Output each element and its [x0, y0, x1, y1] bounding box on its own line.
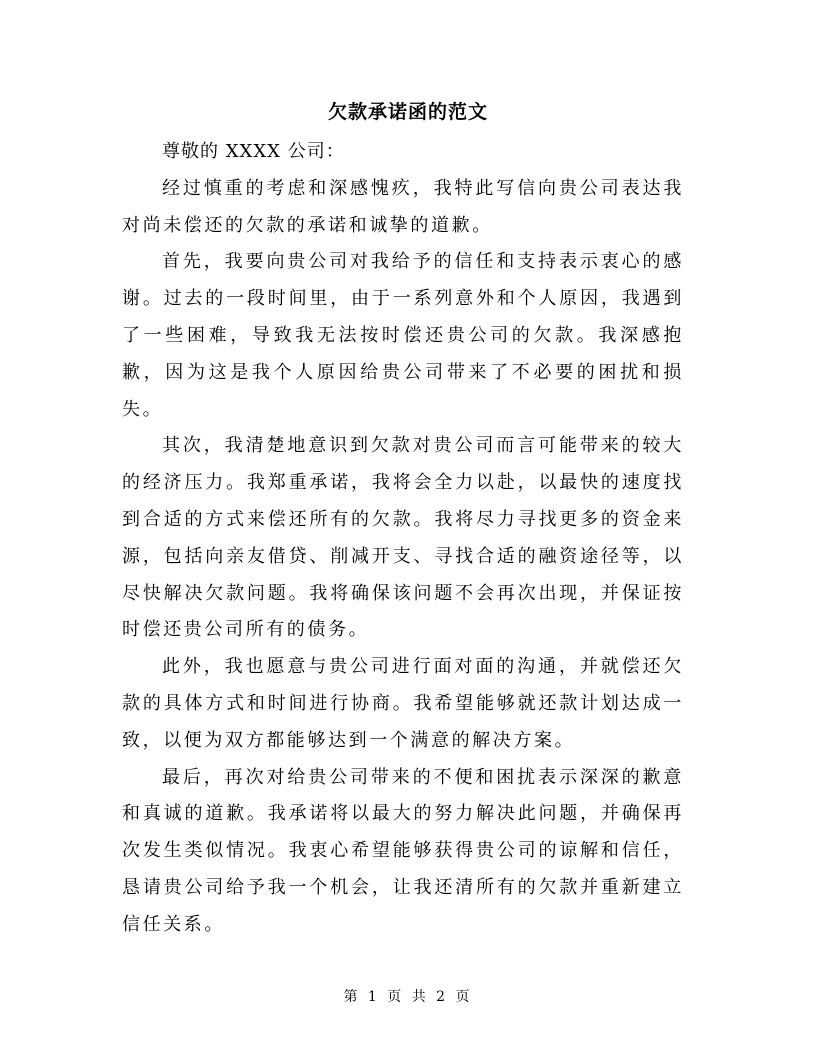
paragraph-3: 其次，我清楚地意识到欠款对贵公司而言可能带来的较大的经济压力。我郑重承诺，我将会全力以赴，以最快的速度找到合适的方式来偿还所有的欠款。我将尽力寻找更多的资金来源，包括向亲友借贷、削减开支、寻找合适的融资途径等，以尽快解决欠款问题。我将确保该问题不会再次出现，并保证按时偿还贵公司所有的债务。 [122, 435, 684, 641]
page-number-footer: 第 1 页 共 2 页 [343, 989, 473, 1005]
letter-body [122, 134, 684, 944]
paragraph-1: 经过慎重的考虑和深感愧疚，我特此写信向贵公司表达我对尚未偿还的欠款的承诺和诚挚的道歉。 [122, 177, 684, 236]
letter-greeting: 尊敬的 XXXX 公司： [162, 141, 345, 162]
paragraph-2: 首先，我要向贵公司对我给予的信任和支持表示衷心的感谢。过去的一段时间里，由于一系列意外和个人原因，我遇到了一些困难，导致我无法按时偿还贵公司的欠款。我深感抱歉，因为这是我个人原因给贵公司带来了不必要的困扰和损失。 [122, 251, 684, 420]
paragraph-5: 最后，再次对给贵公司带来的不便和困扰表示深深的歉意和真诚的道歉。我承诺将以最大的努力解决此问题，并确保再次发生类似情况。我衷心希望能够获得贵公司的谅解和信任，恳请贵公司给予我一个机会，让我还清所有的欠款并重新建立信任关系。 [122, 766, 684, 935]
document-title: 欠款承诺函的范文 [327, 101, 488, 123]
paragraph-4: 此外，我也愿意与贵公司进行面对面的沟通，并就偿还欠款的具体方式和时间进行协商。我希望能够就还款计划达成一致，以便为双方都能够达到一个满意的解决方案。 [122, 656, 684, 751]
